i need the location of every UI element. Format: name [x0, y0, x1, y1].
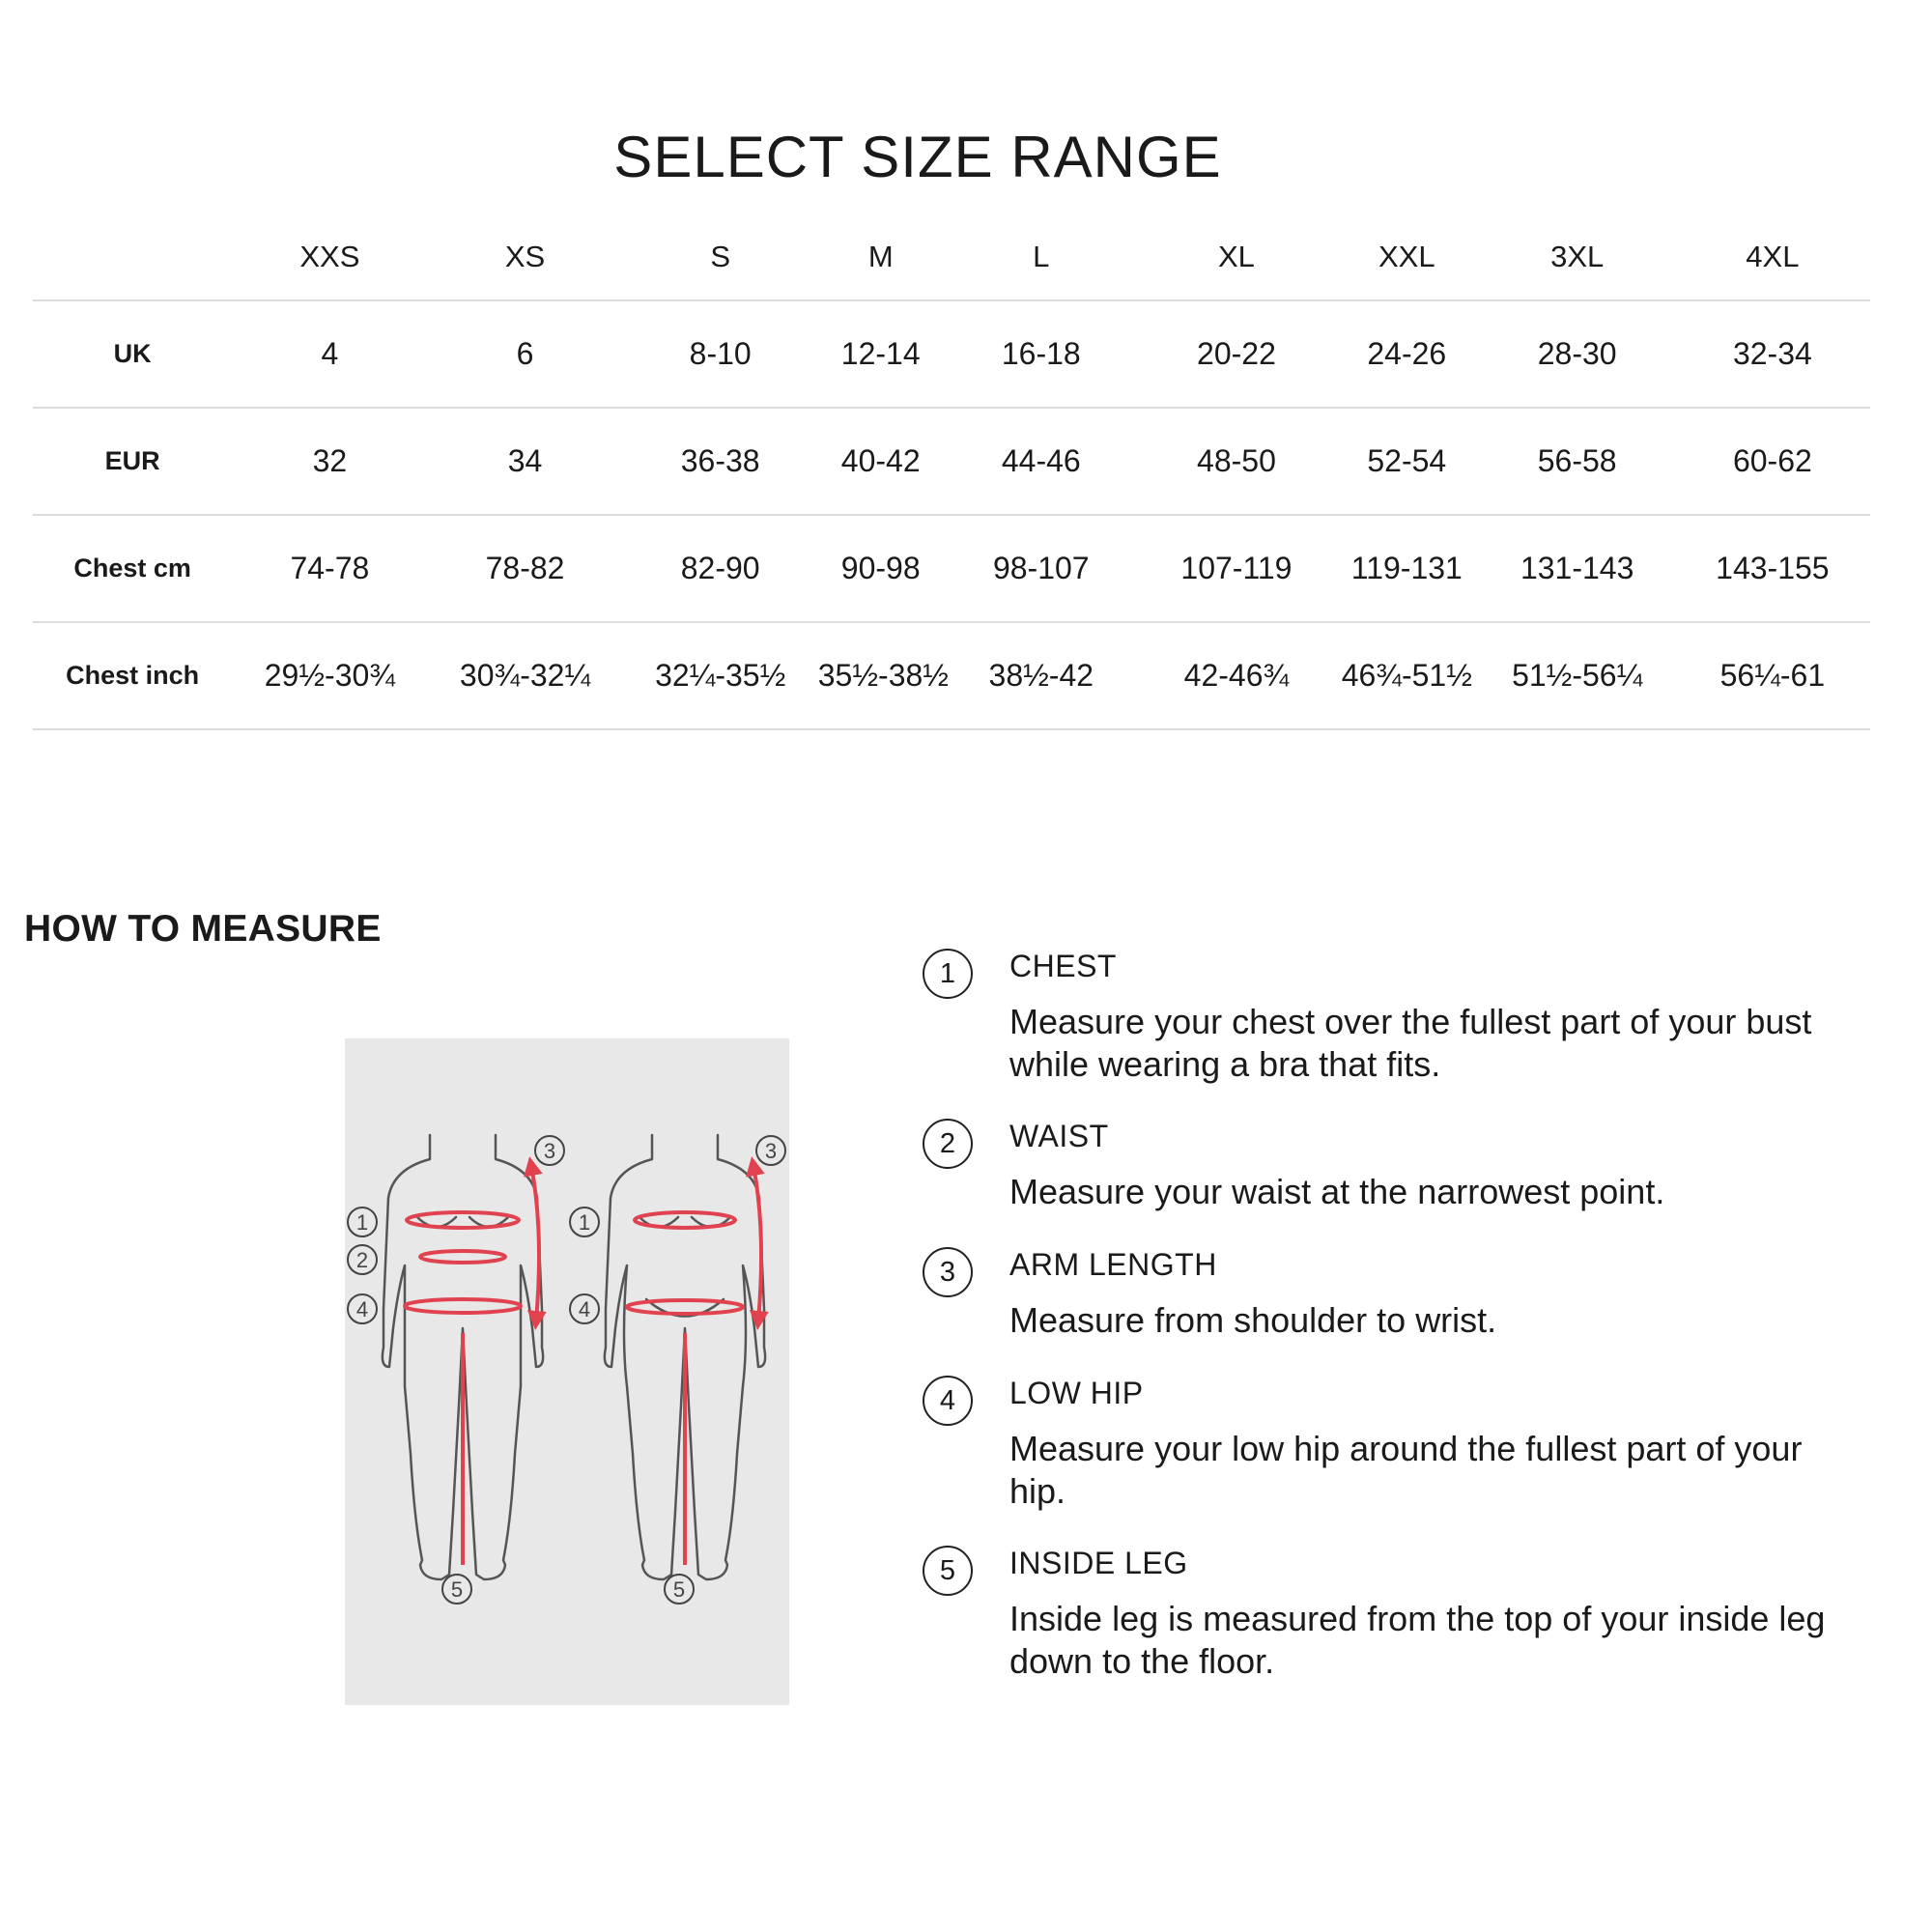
- table-cell: 4: [232, 300, 427, 408]
- table-cell: 56¼-61: [1675, 622, 1870, 729]
- table-cell: 119-131: [1334, 515, 1480, 622]
- table-row-uk: [33, 300, 1870, 408]
- table-cell: 74-78: [232, 515, 427, 622]
- table-cell: 131-143: [1480, 515, 1675, 622]
- table-cell: 40-42: [818, 408, 944, 515]
- step-number-badge: 4: [923, 1376, 973, 1426]
- figure-label-3: [535, 1136, 564, 1165]
- table-cell: 38½-42: [944, 622, 1139, 729]
- table-cell: 28-30: [1480, 300, 1675, 408]
- step-description: Measure your low hip around the fullest part of your hip.: [1009, 1429, 1803, 1511]
- figure-label-1: [570, 1208, 599, 1236]
- table-cell: 107-119: [1139, 515, 1334, 622]
- row-label: UK: [33, 300, 232, 408]
- size-column-header: XS: [427, 214, 622, 300]
- svg-text:4: 4: [578, 1297, 591, 1321]
- step-description: Inside leg is measured from the top of your inside leg down to the floor.: [1009, 1599, 1826, 1681]
- figure-label-1: [348, 1208, 377, 1236]
- step-number-badge: 2: [923, 1119, 973, 1169]
- step-inside-leg: [923, 1542, 1850, 1712]
- table-cell: 46¾-51½: [1334, 622, 1480, 729]
- table-cell: 82-90: [623, 515, 818, 622]
- table-cell: 51½-56¼: [1480, 622, 1675, 729]
- table-cell: 8-10: [623, 300, 818, 408]
- how-to-measure-title: HOW TO MEASURE: [24, 908, 382, 950]
- step-number-badge: 1: [923, 949, 973, 999]
- figure-label-5: [665, 1575, 694, 1604]
- row-label: Chest cm: [33, 515, 232, 622]
- table-cell: 36-38: [623, 408, 818, 515]
- step-waist: [923, 1115, 1850, 1243]
- svg-text:5: 5: [672, 1577, 686, 1602]
- table-cell: 35½-38½: [818, 622, 944, 729]
- svg-text:1: 1: [578, 1210, 591, 1235]
- step-title: WAIST: [1009, 1119, 1109, 1153]
- table-cell: 12-14: [818, 300, 944, 408]
- table-row-chest-inch: [33, 622, 1870, 729]
- table-cell: 29½-30¾: [232, 622, 427, 729]
- size-column-header: 4XL: [1675, 214, 1870, 300]
- figure-label-3: [756, 1136, 785, 1165]
- table-cell: 56-58: [1480, 408, 1675, 515]
- corner-cell: [33, 214, 232, 300]
- table-cell: 52-54: [1334, 408, 1480, 515]
- step-arm-length: [923, 1243, 1850, 1372]
- table-cell: 24-26: [1334, 300, 1480, 408]
- table-row-eur: [33, 408, 1870, 515]
- step-chest: [923, 945, 1850, 1115]
- svg-text:2: 2: [355, 1248, 369, 1272]
- table-cell: 48-50: [1139, 408, 1334, 515]
- size-column-header: 3XL: [1480, 214, 1675, 300]
- table-cell: 16-18: [944, 300, 1139, 408]
- body-outline-illustration: [345, 1038, 789, 1705]
- table-cell: 32-34: [1675, 300, 1870, 408]
- table-cell: 34: [427, 408, 622, 515]
- row-label: Chest inch: [33, 622, 232, 729]
- table-cell: 98-107: [944, 515, 1139, 622]
- figure-label-4: [348, 1294, 377, 1323]
- row-label: EUR: [33, 408, 232, 515]
- svg-text:3: 3: [764, 1139, 778, 1163]
- table-cell: 32¼-35½: [623, 622, 818, 729]
- svg-text:3: 3: [543, 1139, 556, 1163]
- figure-label-4: [570, 1294, 599, 1323]
- step-title: ARM LENGTH: [1009, 1247, 1217, 1282]
- table-cell: 90-98: [818, 515, 944, 622]
- size-column-header: L: [944, 214, 1139, 300]
- size-column-header: XXS: [232, 214, 427, 300]
- table-cell: 143-155: [1675, 515, 1870, 622]
- table-cell: 6: [427, 300, 622, 408]
- body-measurement-figure: [345, 1038, 789, 1705]
- size-column-header: M: [818, 214, 944, 300]
- step-title: INSIDE LEG: [1009, 1546, 1188, 1580]
- step-description: Measure from shoulder to wrist.: [1009, 1300, 1497, 1340]
- step-title: LOW HIP: [1009, 1376, 1144, 1410]
- svg-text:1: 1: [355, 1210, 369, 1235]
- page-title: SELECT SIZE RANGE: [613, 125, 1222, 189]
- size-column-header: S: [623, 214, 818, 300]
- svg-text:4: 4: [355, 1297, 369, 1321]
- table-cell: 20-22: [1139, 300, 1334, 408]
- table-row-chest-cm: [33, 515, 1870, 622]
- step-title: CHEST: [1009, 949, 1117, 983]
- table-cell: 44-46: [944, 408, 1139, 515]
- measure-steps-list: [923, 945, 1850, 1712]
- step-number-badge: 5: [923, 1546, 973, 1596]
- figure-label-5: [442, 1575, 471, 1604]
- size-column-header: XXL: [1334, 214, 1480, 300]
- figure-label-2: [348, 1245, 377, 1274]
- svg-text:5: 5: [450, 1577, 464, 1602]
- step-low-hip: [923, 1372, 1850, 1542]
- table-cell: 60-62: [1675, 408, 1870, 515]
- size-column-header: XL: [1139, 214, 1334, 300]
- size-header-row: [33, 214, 1870, 300]
- step-number-badge: 3: [923, 1247, 973, 1297]
- size-chart-table: [33, 214, 1870, 730]
- table-cell: 32: [232, 408, 427, 515]
- table-cell: 78-82: [427, 515, 622, 622]
- table-cell: 42-46¾: [1139, 622, 1334, 729]
- table-cell: 30¾-32¼: [427, 622, 622, 729]
- step-description: Measure your waist at the narrowest point.: [1009, 1172, 1665, 1211]
- step-description: Measure your chest over the fullest part of your bust while wearing a bra that fits.: [1009, 1002, 1812, 1084]
